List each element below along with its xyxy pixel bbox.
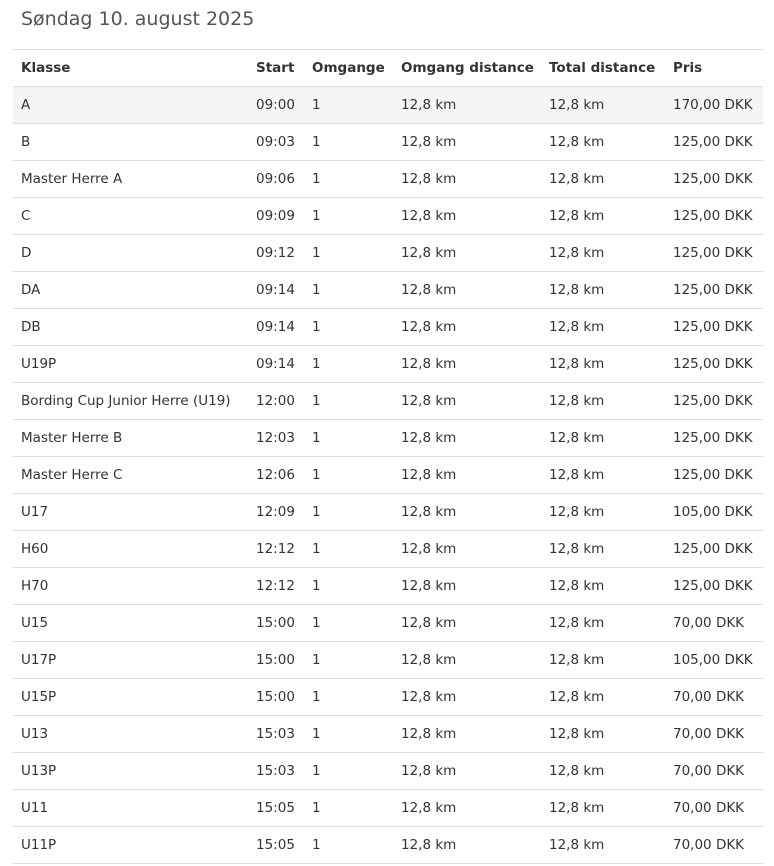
table-row [13, 457, 763, 494]
cell-omgang-distance: 12,8 km [401, 763, 457, 779]
cell-pris: 125,00 DKK [673, 393, 753, 409]
table-body [13, 87, 763, 864]
cell-total-distance: 12,8 km [549, 245, 605, 261]
table-header [13, 50, 763, 87]
cell-start: 12:12 [256, 541, 295, 557]
cell-klasse: A [21, 97, 31, 113]
table-row [13, 272, 763, 309]
cell-omgang-distance: 12,8 km [401, 245, 457, 261]
cell-pris: 125,00 DKK [673, 356, 753, 372]
cell-pris: 70,00 DKK [673, 800, 745, 816]
cell-omgang-distance: 12,8 km [401, 393, 457, 409]
cell-omgange: 1 [312, 837, 321, 853]
header-omgang-distance: Omgang distance [401, 60, 534, 76]
cell-omgange: 1 [312, 319, 321, 335]
cell-start: 09:12 [256, 245, 295, 261]
cell-klasse: U13P [21, 763, 57, 779]
cell-omgange: 1 [312, 97, 321, 113]
header-total-distance: Total distance [549, 60, 656, 76]
cell-omgange: 1 [312, 800, 321, 816]
cell-total-distance: 12,8 km [549, 763, 605, 779]
cell-pris: 170,00 DKK [673, 97, 753, 113]
cell-omgang-distance: 12,8 km [401, 541, 457, 557]
cell-omgang-distance: 12,8 km [401, 800, 457, 816]
cell-start: 09:14 [256, 356, 295, 372]
cell-omgange: 1 [312, 615, 321, 631]
cell-start: 12:03 [256, 430, 295, 446]
cell-pris: 125,00 DKK [673, 467, 753, 483]
cell-start: 12:06 [256, 467, 295, 483]
cell-start: 09:03 [256, 134, 295, 150]
cell-omgang-distance: 12,8 km [401, 615, 457, 631]
cell-total-distance: 12,8 km [549, 356, 605, 372]
cell-klasse: U19P [21, 356, 57, 372]
cell-klasse: U11 [21, 800, 49, 816]
cell-omgange: 1 [312, 430, 321, 446]
table-row [13, 124, 763, 161]
cell-start: 09:00 [256, 97, 295, 113]
header-pris: Pris [673, 60, 703, 76]
cell-pris: 125,00 DKK [673, 245, 753, 261]
cell-omgang-distance: 12,8 km [401, 356, 457, 372]
cell-omgange: 1 [312, 282, 321, 298]
header-omgange: Omgange [312, 60, 385, 76]
cell-omgang-distance: 12,8 km [401, 837, 457, 853]
cell-start: 09:09 [256, 208, 295, 224]
cell-omgang-distance: 12,8 km [401, 689, 457, 705]
cell-klasse: DB [21, 319, 41, 335]
cell-pris: 125,00 DKK [673, 430, 753, 446]
cell-start: 12:09 [256, 504, 295, 520]
cell-omgange: 1 [312, 208, 321, 224]
cell-omgange: 1 [312, 726, 321, 742]
cell-total-distance: 12,8 km [549, 208, 605, 224]
cell-klasse: B [21, 134, 31, 150]
header-start: Start [256, 60, 295, 76]
cell-omgange: 1 [312, 504, 321, 520]
cell-omgang-distance: 12,8 km [401, 97, 457, 113]
cell-omgang-distance: 12,8 km [401, 134, 457, 150]
cell-pris: 125,00 DKK [673, 134, 753, 150]
cell-omgange: 1 [312, 393, 321, 409]
cell-start: 15:00 [256, 689, 295, 705]
page-title: Søndag 10. august 2025 [21, 8, 255, 30]
cell-pris: 125,00 DKK [673, 282, 753, 298]
cell-total-distance: 12,8 km [549, 615, 605, 631]
cell-total-distance: 12,8 km [549, 393, 605, 409]
cell-omgange: 1 [312, 541, 321, 557]
cell-omgang-distance: 12,8 km [401, 726, 457, 742]
table-row [13, 679, 763, 716]
table-row [13, 605, 763, 642]
table-row [13, 531, 763, 568]
cell-start: 09:14 [256, 282, 295, 298]
cell-total-distance: 12,8 km [549, 319, 605, 335]
cell-klasse: Master Herre B [21, 430, 123, 446]
cell-pris: 105,00 DKK [673, 652, 753, 668]
cell-klasse: U15 [21, 615, 49, 631]
cell-klasse: U15P [21, 689, 57, 705]
cell-omgange: 1 [312, 652, 321, 668]
cell-pris: 125,00 DKK [673, 208, 753, 224]
cell-omgang-distance: 12,8 km [401, 578, 457, 594]
cell-pris: 70,00 DKK [673, 726, 745, 742]
cell-omgange: 1 [312, 689, 321, 705]
cell-total-distance: 12,8 km [549, 134, 605, 150]
cell-start: 15:05 [256, 837, 295, 853]
cell-start: 15:05 [256, 800, 295, 816]
table-row [13, 494, 763, 531]
cell-start: 09:06 [256, 171, 295, 187]
cell-klasse: C [21, 208, 31, 224]
cell-omgange: 1 [312, 356, 321, 372]
table-row [13, 87, 763, 124]
cell-pris: 125,00 DKK [673, 319, 753, 335]
cell-omgang-distance: 12,8 km [401, 208, 457, 224]
cell-omgang-distance: 12,8 km [401, 467, 457, 483]
cell-klasse: U17 [21, 504, 49, 520]
cell-pris: 105,00 DKK [673, 504, 753, 520]
cell-klasse: DA [21, 282, 41, 298]
cell-start: 15:03 [256, 726, 295, 742]
cell-total-distance: 12,8 km [549, 800, 605, 816]
table-row [13, 827, 763, 864]
cell-pris: 70,00 DKK [673, 837, 745, 853]
cell-pris: 70,00 DKK [673, 615, 745, 631]
cell-start: 15:00 [256, 652, 295, 668]
cell-start: 09:14 [256, 319, 295, 335]
cell-omgang-distance: 12,8 km [401, 282, 457, 298]
cell-total-distance: 12,8 km [549, 837, 605, 853]
table-row [13, 716, 763, 753]
cell-omgang-distance: 12,8 km [401, 652, 457, 668]
table-row [13, 161, 763, 198]
table-row [13, 753, 763, 790]
cell-klasse: H60 [21, 541, 49, 557]
header-row [13, 50, 763, 87]
cell-klasse: Bording Cup Junior Herre (U19) [21, 393, 231, 409]
cell-omgange: 1 [312, 578, 321, 594]
table-row [13, 346, 763, 383]
table-row [13, 198, 763, 235]
cell-total-distance: 12,8 km [549, 578, 605, 594]
cell-pris: 125,00 DKK [673, 171, 753, 187]
cell-omgang-distance: 12,8 km [401, 171, 457, 187]
table-row [13, 383, 763, 420]
cell-klasse: Master Herre C [21, 467, 123, 483]
cell-total-distance: 12,8 km [549, 430, 605, 446]
cell-omgange: 1 [312, 134, 321, 150]
cell-klasse: U17P [21, 652, 57, 668]
cell-omgang-distance: 12,8 km [401, 319, 457, 335]
cell-klasse: H70 [21, 578, 49, 594]
cell-start: 15:03 [256, 763, 295, 779]
cell-klasse: D [21, 245, 32, 261]
cell-klasse: U11P [21, 837, 57, 853]
cell-omgange: 1 [312, 763, 321, 779]
cell-total-distance: 12,8 km [549, 541, 605, 557]
cell-total-distance: 12,8 km [549, 689, 605, 705]
cell-omgange: 1 [312, 467, 321, 483]
cell-start: 12:12 [256, 578, 295, 594]
cell-omgang-distance: 12,8 km [401, 430, 457, 446]
cell-total-distance: 12,8 km [549, 726, 605, 742]
table-row [13, 642, 763, 679]
table-row [13, 568, 763, 605]
cell-omgange: 1 [312, 171, 321, 187]
cell-omgange: 1 [312, 245, 321, 261]
cell-start: 15:00 [256, 615, 295, 631]
cell-klasse: Master Herre A [21, 171, 123, 187]
cell-pris: 70,00 DKK [673, 689, 745, 705]
cell-total-distance: 12,8 km [549, 467, 605, 483]
table-row [13, 790, 763, 827]
cell-start: 12:00 [256, 393, 295, 409]
cell-total-distance: 12,8 km [549, 97, 605, 113]
cell-total-distance: 12,8 km [549, 652, 605, 668]
table-row [13, 309, 763, 346]
cell-omgang-distance: 12,8 km [401, 504, 457, 520]
header-klasse: Klasse [21, 60, 71, 76]
cell-total-distance: 12,8 km [549, 282, 605, 298]
cell-pris: 70,00 DKK [673, 763, 745, 779]
cell-total-distance: 12,8 km [549, 504, 605, 520]
schedule-table [13, 49, 763, 864]
cell-total-distance: 12,8 km [549, 171, 605, 187]
cell-pris: 125,00 DKK [673, 541, 753, 557]
cell-pris: 125,00 DKK [673, 578, 753, 594]
cell-klasse: U13 [21, 726, 49, 742]
table-row [13, 235, 763, 272]
table-row [13, 420, 763, 457]
